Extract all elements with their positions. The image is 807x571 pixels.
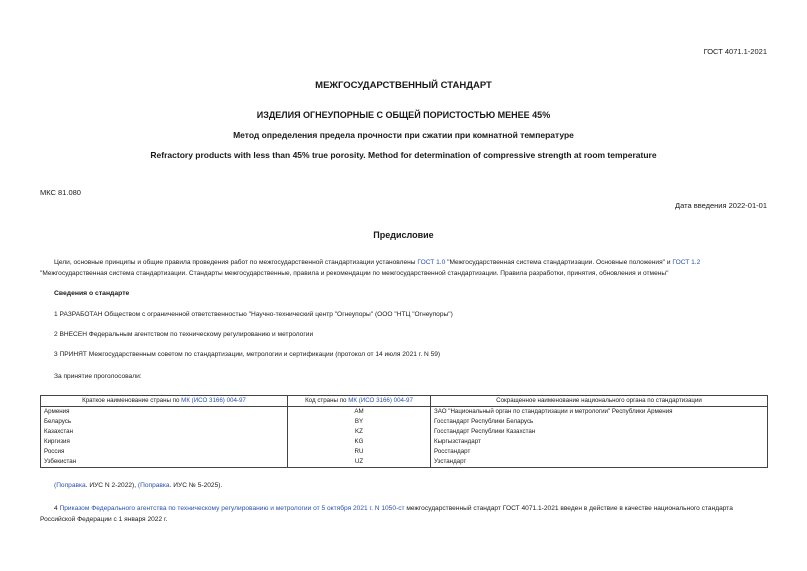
- item-enacted-paragraph: [40, 503, 768, 525]
- code-cell: AM: [288, 407, 431, 418]
- document-subtitle-ru: Метод определения предела прочности при сжатии при комнатной температуре: [233, 130, 574, 140]
- mk-iso-link[interactable]: МК (ИСО 3166) 004-97: [181, 397, 246, 404]
- table-row: [41, 427, 768, 437]
- amendment-link-1[interactable]: (Поправка: [54, 482, 86, 489]
- table-row: [41, 417, 768, 427]
- country-cell: Россия: [41, 447, 288, 457]
- col-code-header: [288, 396, 431, 407]
- preface-intro-paragraph: [40, 257, 768, 279]
- table-row: [41, 437, 768, 447]
- standard-type-heading: МЕЖГОСУДАРСТВЕННЫЙ СТАНДАРТ: [315, 80, 492, 91]
- preface-heading: Предисловие: [373, 230, 434, 240]
- table-row: [41, 457, 768, 468]
- code-cell: KG: [288, 437, 431, 447]
- body-cell: Росстандарт: [431, 447, 768, 457]
- rosstandart-order-link[interactable]: Приказом Федерального агентства по техническому регулированию и метрологии от 5 октября 2021 г. N 1050-ст: [59, 505, 405, 512]
- col-country-text: Краткое наименование страны по: [82, 397, 182, 404]
- item-adopted: 3 ПРИНЯТ Межгосударственным советом по стандартизации, метрологии и сертификации (протокол от 14 июля 2021 г. N 59): [54, 351, 441, 358]
- table-row: [41, 447, 768, 457]
- code-cell: UZ: [288, 457, 431, 468]
- gost-1-0-link[interactable]: ГОСТ 1.0: [417, 259, 446, 266]
- country-cell: Киргизия: [41, 437, 288, 447]
- body-cell: ЗАО "Национальный орган по стандартизации и метрологии" Республики Армения: [431, 407, 768, 418]
- col-code-text: Код страны по: [305, 397, 349, 404]
- mk-iso-link[interactable]: МК (ИСО 3166) 004-97: [348, 397, 413, 404]
- body-cell: Госстандарт Республики Казахстан: [431, 427, 768, 437]
- code-cell: KZ: [288, 427, 431, 437]
- code-cell: RU: [288, 447, 431, 457]
- item4-number: 4: [54, 505, 60, 512]
- country-cell: Казахстан: [41, 427, 288, 437]
- country-cell: Беларусь: [41, 417, 288, 427]
- body-cell: Госстандарт Республики Беларусь: [431, 417, 768, 427]
- document-title-en: Refractory products with less than 45% true porosity. Method for determination of compressive strength at room temperature: [150, 150, 657, 160]
- item4-text: межгосударственный стандарт ГОСТ 4071.1-2021 введен в действие в качестве национального стандарта Российской Федерации с 1 января 2022 г.: [40, 505, 733, 523]
- introduction-date: Дата введения 2022-01-01: [675, 201, 767, 210]
- code-cell: BY: [288, 417, 431, 427]
- intro-text-3: "Межгосударственная система стандартизации. Стандарты межгосударственные, правила и рекомендации по межгосударственной стандартизации. Правила разработки, принятия, обновления и отмены": [40, 270, 669, 277]
- body-cell: Кыргызстандарт: [431, 437, 768, 447]
- document-number: ГОСТ 4071.1-2021: [703, 47, 767, 56]
- gost-1-2-link[interactable]: ГОСТ 1.2: [672, 259, 701, 266]
- intro-text-2: "Межгосударственная система стандартизации. Основные положения" и: [445, 259, 673, 266]
- amendments-line: [54, 482, 222, 489]
- table-row: [41, 407, 768, 418]
- amendment-text-2: . ИУС № 5-2025).: [169, 482, 223, 489]
- country-cell: Узбекистан: [41, 457, 288, 468]
- mks-code: МКС 81.080: [40, 188, 81, 197]
- amendment-text-1: . ИУС N 2-2022),: [85, 482, 138, 489]
- col-country-header: [41, 396, 288, 407]
- body-cell: Узстандарт: [431, 457, 768, 468]
- standard-info-heading: Сведения о стандарте: [54, 290, 130, 297]
- intro-text-1: Цели, основные принципы и общие правила проведения работ по межгосударственной стандартизации установлены: [54, 259, 418, 266]
- item-developed: 1 РАЗРАБОТАН Обществом с ограниченной ответственностью "Научно-технический центр "Огнеупоры" (ООО "НТЦ "Огнеупоры"): [54, 311, 453, 318]
- country-cell: Армения: [41, 407, 288, 418]
- table-header-row: [41, 396, 768, 407]
- amendment-link-2[interactable]: (Поправка: [137, 482, 170, 489]
- voted-label: За принятие проголосовали:: [54, 373, 142, 380]
- col-body-header: Сокращенное наименование национального органа по стандартизации: [431, 396, 768, 407]
- item-submitted: 2 ВНЕСЕН Федеральным агентством по техническому регулированию и метрологии: [54, 331, 314, 338]
- voting-countries-table: [40, 395, 768, 468]
- document-title-ru: ИЗДЕЛИЯ ОГНЕУПОРНЫЕ С ОБЩЕЙ ПОРИСТОСТЬЮ МЕНЕЕ 45%: [256, 110, 551, 120]
